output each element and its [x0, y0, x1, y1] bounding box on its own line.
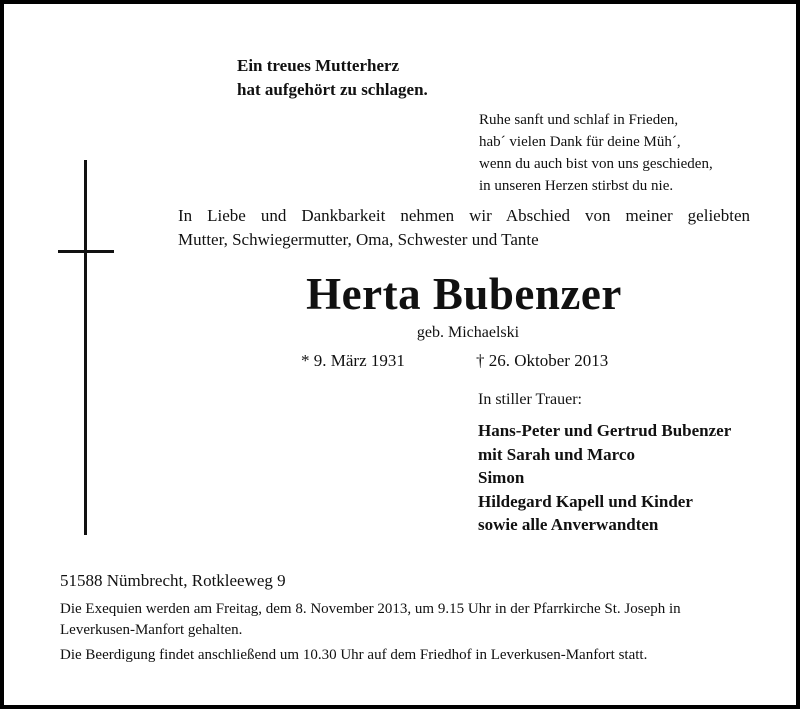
mourner-entry: sowie alle Anverwandten	[478, 515, 659, 534]
poem-line-3: wenn du auch bist von uns geschieden,	[479, 156, 713, 172]
birth-date: * 9. März 1931	[301, 351, 405, 370]
cross-vertical-bar	[84, 160, 87, 535]
death-date: † 26. Oktober 2013	[476, 351, 609, 370]
intro-line-2: Mutter, Schwiegermutter, Oma, Schwester und Tante	[178, 230, 539, 249]
mourner-entry: Hildegard Kapell und Kinder	[478, 491, 693, 511]
headline	[237, 54, 428, 102]
intro-text	[178, 204, 750, 252]
poem-line-2: hab´ vielen Dank für deine Müh´,	[479, 134, 681, 150]
mourners-label: In stiller Trauer:	[478, 391, 582, 408]
headline-line-1: Ein treues Mutterherz	[237, 56, 400, 75]
maiden-name: geb. Michaelski	[416, 324, 520, 341]
address: 51588 Nümbrecht, Rotkleeweg 9	[60, 571, 286, 590]
burial-notice: Die Beerdigung findet anschließend um 10.30 Uhr auf dem Friedhof in Leverkusen-Manfort statt.	[60, 647, 648, 663]
exequien-notice: Die Exequien werden am Freitag, dem 8. November 2013, um 9.15 Uhr in der Pfarrkirche St. Joseph in Leverkusen-Manfort gehalten.	[60, 601, 681, 638]
poem-line-1: Ruhe sanft und schlaf in Frieden,	[479, 112, 679, 128]
deceased-name: Herta Bubenzer	[306, 269, 622, 319]
poem	[479, 109, 713, 197]
mourner-entry: Hans-Peter und Gertrud Bubenzer	[478, 421, 732, 440]
cross-horizontal-bar	[58, 250, 114, 253]
mourner-entry: Simon	[478, 468, 525, 487]
headline-line-2: hat aufgehört zu schlagen.	[237, 80, 428, 99]
intro-line-1: In Liebe und Dankbarkeit nehmen wir Abschied von meiner geliebten	[178, 206, 750, 225]
mourner-entry: mit Sarah und Marco	[478, 444, 635, 464]
mourners-list	[478, 419, 731, 537]
poem-line-4: in unseren Herzen stirbst du nie.	[479, 178, 674, 194]
